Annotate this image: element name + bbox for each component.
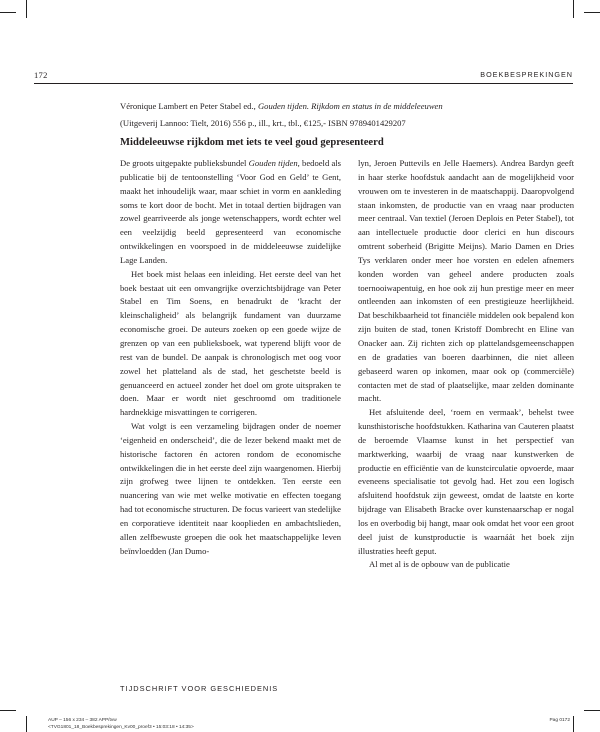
- crop-mark: [584, 710, 600, 711]
- paragraph: [120, 157, 341, 268]
- paragraph: lyn, Jeroen Puttevils en Jelle Haemers). Andrea Bardyn geeft in haar sterke hoofdstuk aandacht aan de mogelijkheid voor vrouwen om te investeren in de maatschappij. Daaropvolgend staan inkomsten, de productie van en vraag naar producten meer centraal. Van textiel (Jeroen Deplois en Peter Stabel), tot aan intellectuele productie door clerici en hun discours omtrent soberheid (Brigitte Meijns). Mario Damen en Dries Tys verklaren onder meer hoe vorsten en edelen afnemers konden worden van geheel andere producten zoals toernooiwapentuig, en hoe ook zij hun prestige meer en meer ontleenden aan inkomsten of een prestigieuze heerlijkheid. Dat beschikbaarheid tot financiële middelen ook bepalend kon zijn buiten de stad, tonen Kristoff Dombrecht en Eline van Onacker aan. Zij richten zich op plattelandsgemeenschappen en de gradaties van boeren daarbinnen, die niet alleen gebaseerd waren op inkomen, maar ook op (commerciële) contacten met de stad of plaatselijke, maar zelden dominante macht.: [358, 158, 574, 404]
- paragraph: Het boek mist helaas een inleiding. Het eerste deel van het boek bestaat uit een omvangrijke overzichtsbijdrage van Peter Stabel en Tim Soens, en benadrukt de ‘kracht der kleinschaligheid’ als belangrijk fundament van duurzame economische groei. De auteurs zoeken op een goede wijze de grenzen op van een publieksboek, wat typerend blijft voor de rest van de bundel. De aanpak is chronologisch met oog voor zowel het platteland als de stad, het geschetste beeld is genuanceerd en actueel zonder het doel om grote uitspraken te doen. Maar er wordt niet geschroomd om traditionele hardnekkige misvattingen te corrigeren.: [120, 268, 341, 418]
- crop-mark: [573, 716, 574, 732]
- paragraph-text: De groots uitgepakte publieksbundel: [120, 158, 249, 168]
- journal-title: TIJDSCHRIFT VOOR GESCHIEDENIS: [120, 684, 279, 693]
- body-column-left: [120, 157, 341, 558]
- paragraph-text: , bedoeld als publicatie bij de tentoonstelling ‘Voor God en Geld’ te Gent, maakt het inhoudelijk waar, maar schiet in vorm en aankleding soms te kort door de bocht. Met in totaal dertien bijdragen van zowel gearriveerde als jonge wetenschappers, wordt echter wel een veelzijdig beeld gepresenteerd van economische ontwikkelingen en voorspoed in de middeleeuwse zuidelijke Lage Landen.: [120, 158, 341, 265]
- crop-mark: [26, 716, 27, 732]
- paragraph: Het afsluitende deel, ‘roem en vermaak’, behelst twee kunsthistorische hoofdstukken. Katharina van Cauteren plaatst de beroemde Vlaamse kunst in het perspectief van marktwerking, waarbij de vraag naar kunstwerken de productie en efficiëntie van de kunstcirculatie opvoerde, maar eveneens specialisatie tot gevolg had. Het zou een logisch afsluitend hoofdstuk zijn geweest, omdat de laatste en korte bijdrage van Elisabeth Bracke over kunstenaarschap er nogal los en overbodig bij hangt, maar ook omdat het voor een groot deel juist de kunstproductie is waarnáát het boek zijn illustraties heeft geput.: [358, 407, 574, 556]
- slug-line: <TVG1801_18_Boekbesprekingen_Kv00_proef3 • 15:03:18 • 14:35>: [48, 724, 194, 730]
- paragraph: Wat volgt is een verzameling bijdragen onder de noemer ‘eigenheid en onderscheid’, die de lezer bekend maakt met de historische factoren én actoren rondom de economische ontwikkelingen die in het eerste deel zijn waargenomen. Hierbij zijn grofweg twee lijnen te ontdekken. Ten eerste een nuancering van wie met welke motivatie en effecten toegang had tot economische structuren. De focus varieert van stedelijke en corporatieve identiteit naar koopliedеn en ambachtslieden, allen zelfbewuste groepen die ook het maatschappelijke leven beïnvloedden (Jan Dumo-: [120, 421, 341, 556]
- header-divider: [34, 83, 573, 84]
- section-label: BOEKBESPREKINGEN: [480, 70, 573, 79]
- paragraph: Al met al is de opbouw van de publicatie: [369, 559, 510, 570]
- crop-mark: [573, 0, 574, 18]
- review-title: Middeleeuwse rijkdom met iets te veel goud gepresenteerd: [120, 137, 384, 148]
- body-column-right: [358, 157, 574, 572]
- print-slug: [48, 718, 194, 731]
- citation-title: Gouden tijden. Rijkdom en status in de middeleeuwen: [257, 101, 443, 111]
- book-citation: [120, 98, 574, 132]
- citation-authors: Véronique Lambert en Peter Stabel ed.,: [120, 101, 256, 111]
- crop-mark: [584, 12, 600, 13]
- citation-details: (Uitgeverij Lannoo: Tielt, 2016) 556 p., ill., krt., tbl., €125,- ISBN 9789401429207: [120, 118, 406, 128]
- paragraph-emphasis: Gouden tijden: [248, 158, 298, 168]
- crop-mark: [0, 710, 16, 711]
- page-reference: Pag 0172: [549, 718, 570, 723]
- crop-mark: [0, 12, 16, 13]
- crop-mark: [26, 0, 27, 18]
- slug-line: AUP – 156 x 234 – 382 APP/tvw: [48, 718, 117, 723]
- page-number: 172: [34, 70, 48, 80]
